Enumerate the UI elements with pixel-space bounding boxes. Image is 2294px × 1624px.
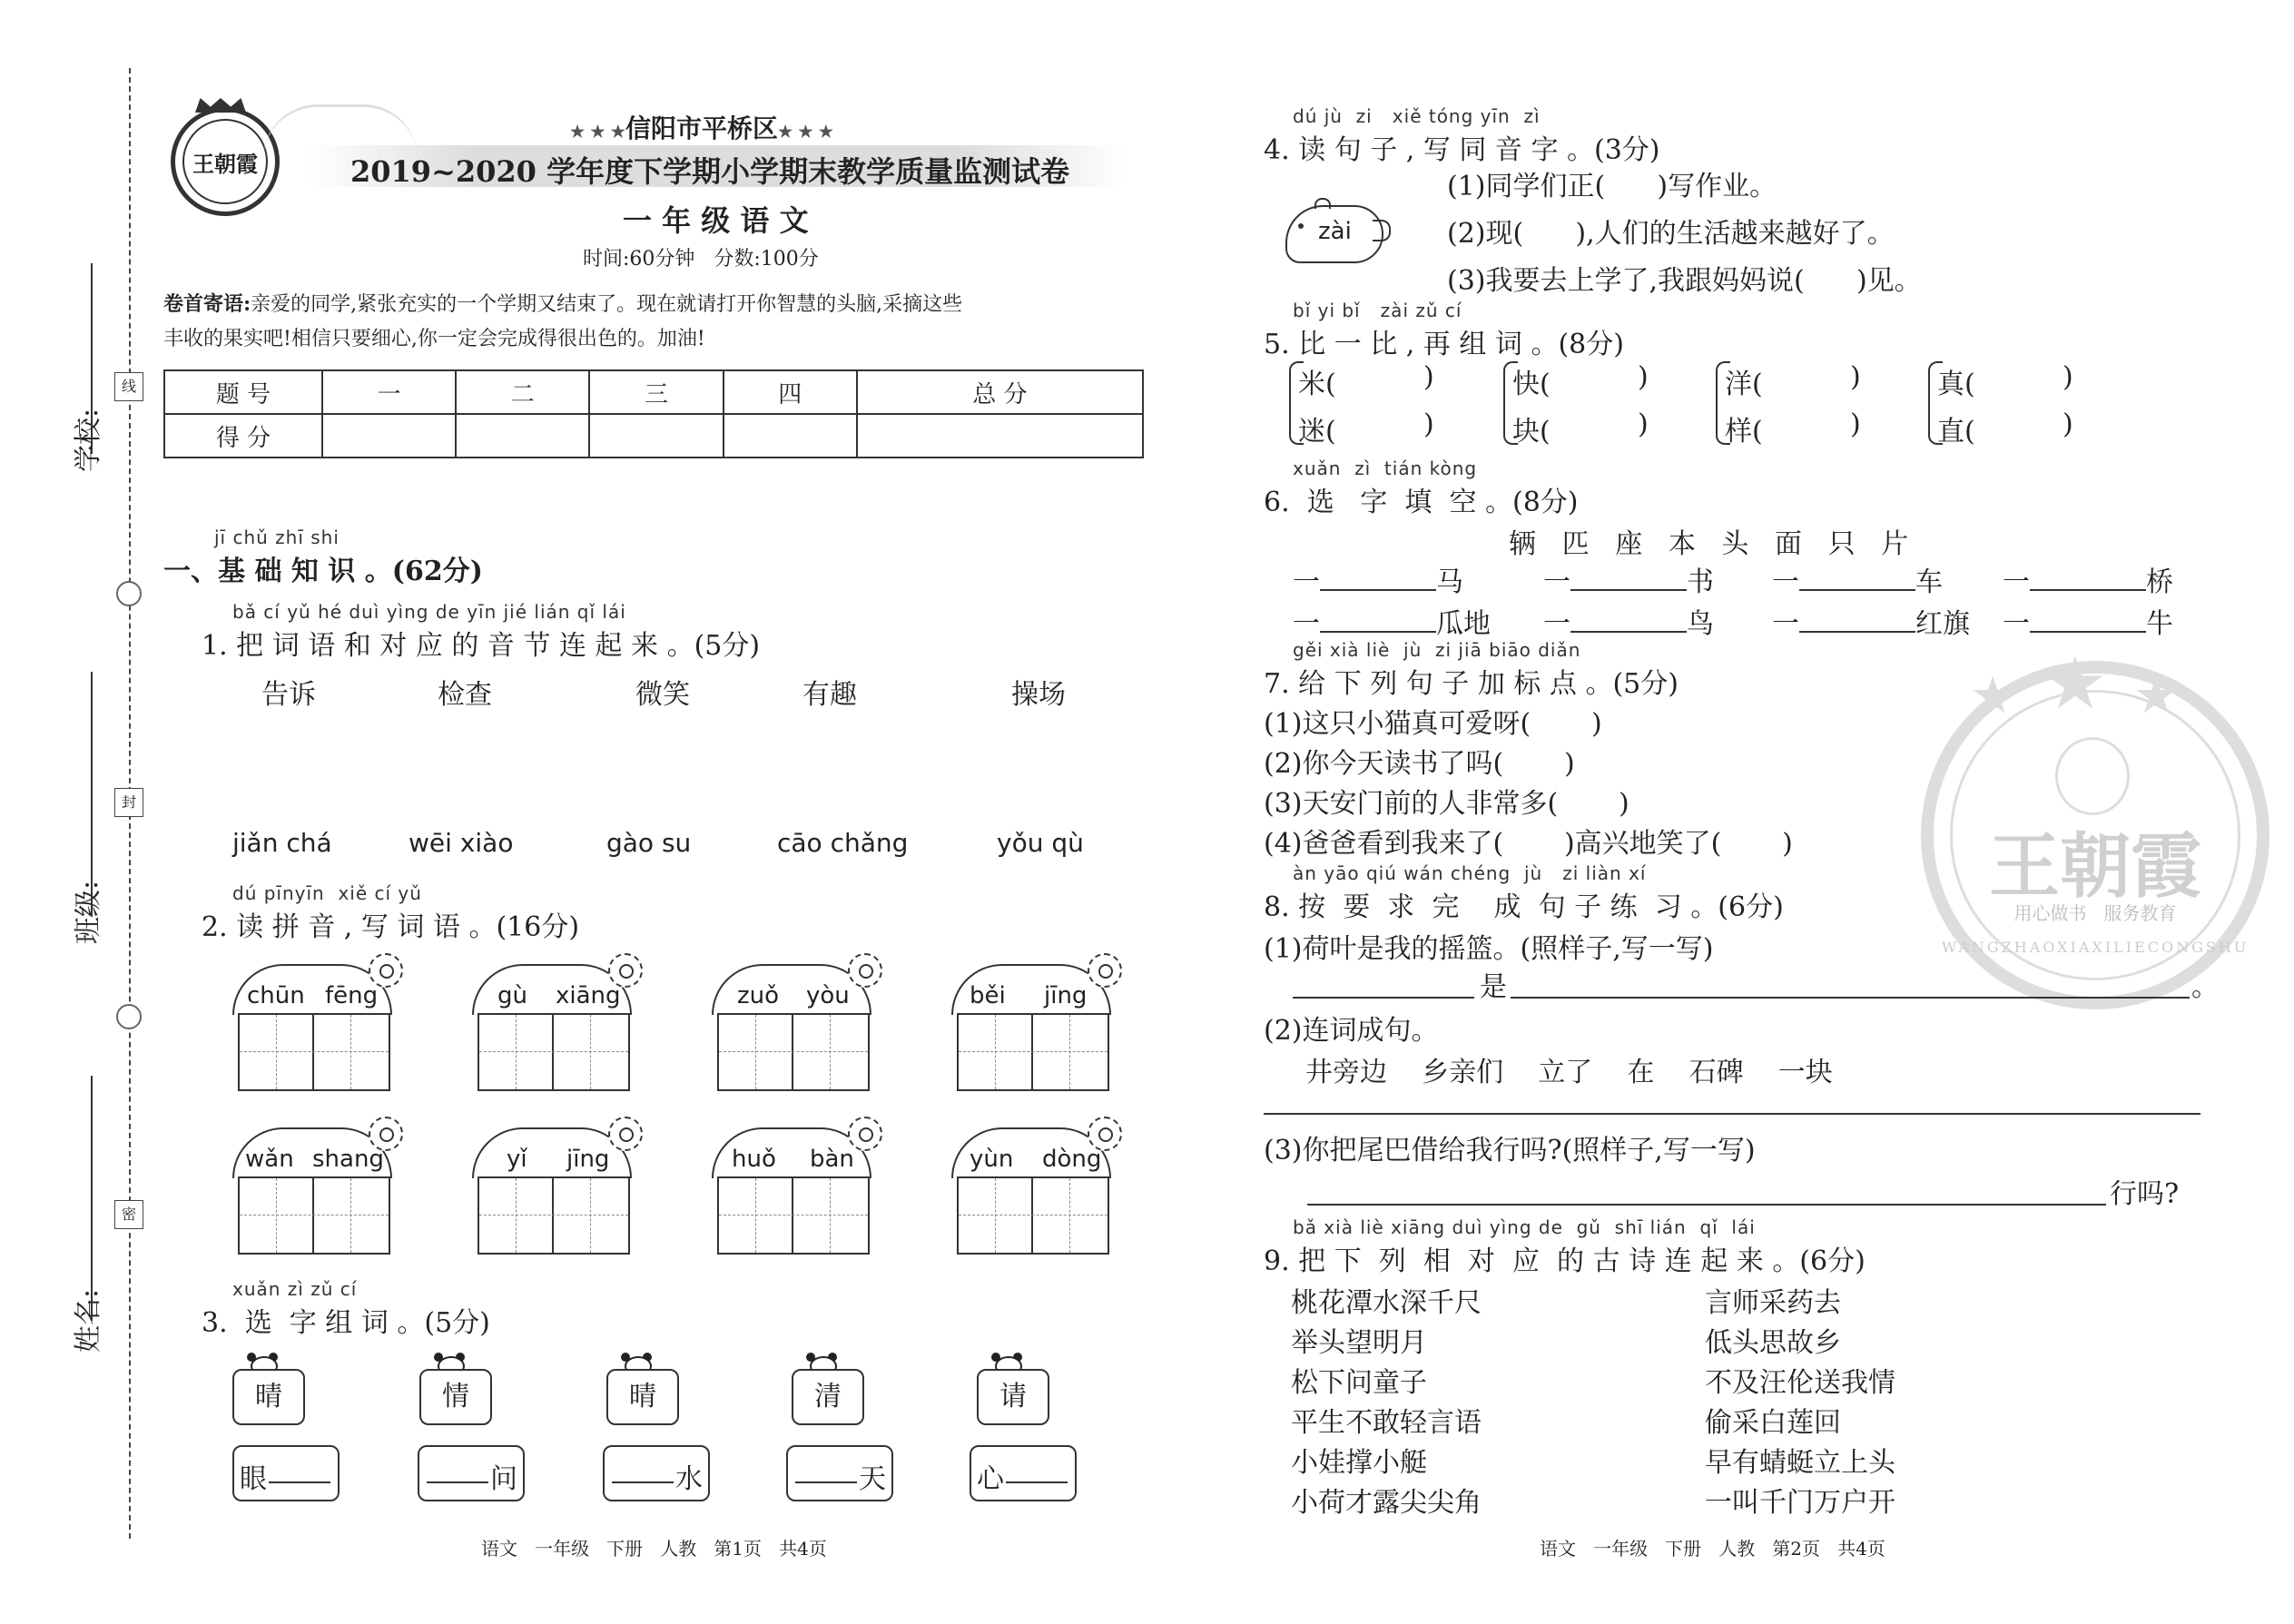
q9-left-line: 平生不敢轻言语 bbox=[1291, 1407, 1482, 1439]
q5-char: 迷( bbox=[1298, 416, 1336, 448]
q9-right-line: 低头思故乡 bbox=[1705, 1327, 1841, 1359]
q6-noun: 鸟 bbox=[1687, 608, 1714, 640]
q2-card[interactable] bbox=[472, 1127, 632, 1255]
q3-answer-box[interactable] bbox=[418, 1445, 525, 1501]
q3-char: 情 bbox=[442, 1381, 469, 1412]
q1-syllable: yǒu qù bbox=[997, 828, 1084, 858]
q8-answer1-mid: 是 bbox=[1480, 971, 1507, 1003]
writing-grid[interactable] bbox=[717, 1013, 870, 1091]
q7-pinyin: gěi xià liè jù zi jiā biāo diǎn bbox=[1293, 639, 1581, 661]
q6-item[interactable]: 一 红旗 bbox=[1772, 608, 1970, 640]
q2-card[interactable] bbox=[712, 964, 871, 1091]
writing-grid[interactable] bbox=[957, 1013, 1109, 1091]
q5-close: ) bbox=[1638, 408, 1649, 440]
writing-grid[interactable] bbox=[238, 1013, 390, 1091]
q2-syllable: xiāng bbox=[556, 982, 621, 1009]
margin-hole-1 bbox=[116, 581, 142, 606]
name-field[interactable] bbox=[91, 1076, 93, 1321]
score-header-cell: 总 分 bbox=[857, 370, 1143, 414]
q2-syllable: chūn bbox=[247, 982, 305, 1009]
q3-char-box bbox=[792, 1369, 864, 1425]
writing-grid[interactable] bbox=[478, 1176, 630, 1255]
q6-item[interactable]: 一 车 bbox=[1772, 566, 1943, 598]
q5-close: ) bbox=[1850, 361, 1861, 393]
watermark-star-icon: ★ bbox=[2043, 641, 2108, 725]
watermark-portrait bbox=[2055, 737, 2130, 815]
q2-card[interactable] bbox=[951, 964, 1111, 1091]
q3-char-box bbox=[232, 1369, 305, 1425]
q8-answer1-end: 。 bbox=[2191, 971, 2219, 1003]
q3-answer-box[interactable] bbox=[786, 1445, 893, 1501]
time-score: 时间:60分钟 分数:100分 bbox=[583, 248, 819, 271]
q3-char: 清 bbox=[814, 1381, 842, 1412]
q3-char: 晴 bbox=[255, 1381, 282, 1412]
q9-left-line: 小娃撑小艇 bbox=[1291, 1447, 1427, 1479]
q2-syllable: jīng bbox=[1044, 982, 1088, 1009]
logo bbox=[171, 107, 280, 216]
q1-syllable: cāo chǎng bbox=[777, 828, 909, 858]
q6-title: 6. 选 字 填 空 。(8分) bbox=[1264, 487, 1579, 518]
q1-word: 告诉 bbox=[261, 679, 316, 711]
q5-char: 洋( bbox=[1725, 369, 1763, 400]
q2-card[interactable] bbox=[232, 1127, 392, 1255]
q6-noun: 红旗 bbox=[1915, 608, 1970, 640]
writing-grid[interactable] bbox=[717, 1176, 870, 1255]
q3-answer-post: 问 bbox=[490, 1463, 517, 1495]
q2-title: 2. 读 拼 音 , 写 词 语 。(16分) bbox=[202, 911, 580, 943]
q6-item[interactable]: 一 牛 bbox=[2003, 608, 2173, 640]
watermark-name: 王朝霞 bbox=[1988, 825, 2201, 908]
q4-title: 4. 读 句 子 , 写 同 音 字 。(3分) bbox=[1264, 134, 1660, 166]
q2-card[interactable] bbox=[232, 964, 392, 1091]
exam-title: 2019~2020 学年度下学期小学期末教学质量监测试卷 bbox=[350, 154, 1070, 189]
q5-close: ) bbox=[2063, 408, 2073, 440]
q3-char: 晴 bbox=[629, 1381, 656, 1412]
q8-answer3-end: 行吗? bbox=[2110, 1178, 2180, 1210]
watermark-slogan: 用心做书 服务教育 bbox=[2013, 902, 2177, 924]
score-table-score-row bbox=[164, 414, 1143, 458]
q2-syllable: bàn bbox=[810, 1146, 854, 1173]
logo-crown-icon bbox=[195, 98, 246, 113]
footer-right: 语文 一年级 下册 人教 第2页 共4页 bbox=[1540, 1538, 1885, 1560]
q6-item[interactable]: 一 桥 bbox=[2003, 566, 2173, 598]
q5-close: ) bbox=[1423, 361, 1434, 393]
q7-line: (3)天安门前的人非常多( ) bbox=[1264, 788, 1629, 820]
score-header-cell: 一 bbox=[322, 370, 456, 414]
watermark-ring: WANGZHAOXIAXILIECONGSHU bbox=[1941, 939, 2250, 956]
subject-title: 一 年 级 语 文 bbox=[623, 203, 809, 238]
q2-syllable: yùn bbox=[970, 1146, 1014, 1173]
margin-mark-1: 线 bbox=[114, 372, 143, 401]
q6-item[interactable]: 一 鸟 bbox=[1543, 608, 1714, 640]
score-cell[interactable] bbox=[322, 414, 456, 458]
school-field[interactable] bbox=[91, 263, 93, 454]
q9-left-line: 举头望明月 bbox=[1291, 1327, 1427, 1359]
region-title: ★ ★ ★信阳市平桥区★ ★ ★ bbox=[570, 113, 833, 143]
margin-hole-2 bbox=[116, 1004, 142, 1029]
score-row-label: 得 分 bbox=[164, 414, 322, 458]
q3-answer-box[interactable] bbox=[970, 1445, 1077, 1501]
q8-part1: (1)荷叶是我的摇篮。(照样子,写一写) bbox=[1264, 933, 1714, 965]
q6-options: 辆 匹 座 本 头 面 只 片 bbox=[1509, 528, 1909, 560]
flower-icon bbox=[1088, 953, 1122, 988]
q5-char: 样( bbox=[1725, 416, 1763, 448]
q8-answer3[interactable] bbox=[1307, 1204, 2106, 1206]
q8-part2-words: 井旁边 乡亲们 立了 在 石碑 一块 bbox=[1305, 1057, 1833, 1088]
q5-char: 快( bbox=[1512, 369, 1551, 400]
whale-icon bbox=[1282, 198, 1391, 263]
q1-word: 操场 bbox=[1011, 679, 1066, 711]
q3-answer-post: 水 bbox=[675, 1463, 703, 1495]
score-cell[interactable] bbox=[589, 414, 723, 458]
q7-line: (1)这只小猫真可爱呀( ) bbox=[1264, 708, 1602, 740]
q5-title: 5. 比 一 比 , 再 组 词 。(8分) bbox=[1264, 329, 1624, 360]
q3-answer-box[interactable] bbox=[603, 1445, 710, 1501]
q9-left-line: 松下问童子 bbox=[1291, 1367, 1427, 1399]
q3-title: 3. 选 字 组 词 。(5分) bbox=[202, 1307, 490, 1339]
q5-char: 真( bbox=[1937, 369, 1975, 400]
q6-noun: 书 bbox=[1687, 566, 1714, 598]
q3-answer-pre: 心 bbox=[977, 1463, 1004, 1495]
flower-icon bbox=[848, 953, 882, 988]
foreword-label: 卷首寄语: bbox=[163, 292, 251, 316]
flower-icon bbox=[608, 1117, 643, 1151]
q1-title: 1. 把 词 语 和 对 应 的 音 节 连 起 来 。(5分) bbox=[202, 630, 761, 662]
q5-close: ) bbox=[1638, 361, 1649, 393]
q6-noun: 牛 bbox=[2146, 608, 2173, 640]
q2-pinyin: dú pīnyīn xiě cí yǔ bbox=[232, 882, 422, 904]
watermark-stamp bbox=[1921, 641, 2269, 1009]
q6-item[interactable]: 一 马 bbox=[1293, 566, 1463, 598]
q6-noun: 瓜地 bbox=[1436, 608, 1491, 640]
q6-item[interactable]: 一 书 bbox=[1543, 566, 1714, 598]
writing-grid[interactable] bbox=[238, 1176, 390, 1255]
q8-pinyin: àn yāo qiú wán chéng jù zi liàn xí bbox=[1293, 862, 1647, 884]
q7-title: 7. 给 下 列 句 子 加 标 点 。(5分) bbox=[1264, 668, 1679, 700]
q9-title: 9. 把 下 列 相 对 应 的 古 诗 连 起 来 。(6分) bbox=[1264, 1245, 1866, 1277]
class-field[interactable] bbox=[91, 672, 93, 917]
q6-noun: 桥 bbox=[2146, 566, 2173, 598]
watermark-star-icon: ★ bbox=[2133, 666, 2180, 725]
q7-line: (2)你今天读书了吗( ) bbox=[1264, 748, 1575, 780]
q5-close: ) bbox=[1850, 408, 1861, 440]
foreword-text-2: 丰收的果实吧!相信只要细心,你一定会完成得很出色的。加油! bbox=[163, 328, 705, 350]
q1-word: 检查 bbox=[438, 679, 492, 711]
q5-char: 块( bbox=[1512, 416, 1551, 448]
score-cell[interactable] bbox=[857, 414, 1143, 458]
q3-char-box bbox=[419, 1369, 492, 1425]
q2-syllable: yòu bbox=[806, 982, 850, 1009]
q8-part2: (2)连词成句。 bbox=[1264, 1015, 1439, 1047]
foreword-text: 亲爱的同学,紧张充实的一个学期又结束了。现在就请打开你智慧的头脑,采摘这些 bbox=[251, 293, 963, 316]
q4-sentence: (2)现( ),人们的生活越来越好了。 bbox=[1447, 218, 1895, 250]
writing-grid[interactable] bbox=[478, 1013, 630, 1091]
class-label: 班级: bbox=[73, 880, 104, 944]
q2-syllable: jīng bbox=[566, 1146, 610, 1173]
q1-syllable: jiǎn chá bbox=[232, 828, 332, 858]
q4-sentence: (3)我要去上学了,我跟妈妈说( )见。 bbox=[1447, 265, 1922, 297]
q9-left-line: 小荷才露尖尖角 bbox=[1291, 1487, 1482, 1519]
margin-mark-2: 封 bbox=[114, 788, 143, 817]
name-label: 姓名: bbox=[73, 1288, 104, 1353]
q6-noun: 车 bbox=[1915, 566, 1943, 598]
q5-close: ) bbox=[1423, 408, 1434, 440]
q2-syllable: zuǒ bbox=[737, 982, 780, 1009]
q6-item[interactable]: 一 瓜地 bbox=[1293, 608, 1491, 640]
q2-syllable: gù bbox=[497, 982, 527, 1009]
q4-pinyin: dú jù zi xiě tóng yīn zì bbox=[1293, 105, 1541, 127]
q3-answer-post: 天 bbox=[859, 1463, 886, 1495]
score-table bbox=[163, 369, 1144, 458]
q3-char-box bbox=[977, 1369, 1049, 1425]
q9-right-line: 一叫千门万户开 bbox=[1705, 1487, 1895, 1519]
q3-char-box bbox=[606, 1369, 679, 1425]
q2-syllable: fēng bbox=[325, 982, 379, 1009]
q3-char: 请 bbox=[999, 1381, 1027, 1412]
q1-word: 有趣 bbox=[802, 679, 857, 711]
school-label: 学校: bbox=[73, 408, 104, 472]
q1-word: 微笑 bbox=[635, 679, 690, 711]
watermark-star-icon: ★ bbox=[1970, 666, 2016, 725]
q6-pinyin: xuǎn zì tián kòng bbox=[1293, 458, 1478, 479]
q9-right-line: 言师采药去 bbox=[1705, 1287, 1841, 1319]
q3-answer-pre: 眼 bbox=[240, 1463, 267, 1495]
q8-part3: (3)你把尾巴借给我行吗?(照样子,写一写) bbox=[1264, 1135, 1756, 1166]
score-header-cell: 四 bbox=[724, 370, 857, 414]
writing-grid[interactable] bbox=[957, 1176, 1109, 1255]
whale-label: zài bbox=[1318, 218, 1352, 245]
q9-right-line: 不及汪伦送我情 bbox=[1705, 1367, 1895, 1399]
q2-card[interactable] bbox=[712, 1127, 871, 1255]
q2-syllable: dòng bbox=[1042, 1146, 1102, 1173]
q9-left-line: 桃花潭水深千尺 bbox=[1291, 1287, 1482, 1319]
q7-line: (4)爸爸看到我来了( )高兴地笑了( ) bbox=[1264, 828, 1793, 860]
score-header-cell: 二 bbox=[456, 370, 589, 414]
q9-right-line: 偷采白莲回 bbox=[1705, 1407, 1841, 1439]
margin-mark-3: 密 bbox=[114, 1200, 143, 1229]
q2-card[interactable] bbox=[951, 1127, 1111, 1255]
q5-char: 米( bbox=[1298, 369, 1336, 400]
q2-syllable: běi bbox=[970, 982, 1006, 1009]
q2-syllable: huǒ bbox=[732, 1146, 776, 1173]
score-table-header-row bbox=[164, 370, 1143, 414]
q4-sentence: (1)同学们正( )写作业。 bbox=[1447, 171, 1777, 202]
q5-pinyin: bǐ yi bǐ zài zǔ cí bbox=[1293, 300, 1462, 321]
q1-syllable: gào su bbox=[606, 828, 692, 858]
q3-answer-box[interactable] bbox=[232, 1445, 340, 1501]
q2-syllable: yǐ bbox=[507, 1146, 527, 1173]
logo-text: 王朝霞 bbox=[192, 151, 258, 177]
q2-syllable: shang bbox=[312, 1146, 384, 1173]
foreword bbox=[163, 289, 962, 317]
section1-title: 一、基 础 知 识 。(62分) bbox=[163, 556, 483, 587]
q1-pinyin: bǎ cí yǔ hé duì yìng de yīn jié lián qǐ lái bbox=[232, 601, 626, 623]
score-cell[interactable] bbox=[724, 414, 857, 458]
q2-card[interactable] bbox=[472, 964, 632, 1091]
q2-syllable: wǎn bbox=[245, 1146, 294, 1173]
q5-char: 直( bbox=[1937, 416, 1975, 448]
q8-title: 8. 按 要 求 完 成 句 子 练 习 。(6分) bbox=[1264, 891, 1784, 923]
q1-syllable: wēi xiào bbox=[409, 828, 514, 858]
score-header-cell: 三 bbox=[589, 370, 723, 414]
section1-pinyin: jī chǔ zhī shi bbox=[214, 527, 340, 548]
q5-close: ) bbox=[2063, 361, 2073, 393]
q8-answer2[interactable] bbox=[1264, 1113, 2200, 1115]
q9-pinyin: bǎ xià liè xiāng duì yìng de gǔ shī lián qǐ lái bbox=[1293, 1216, 1756, 1238]
q6-noun: 马 bbox=[1436, 566, 1463, 598]
footer-left: 语文 一年级 下册 人教 第1页 共4页 bbox=[481, 1538, 827, 1560]
q3-pinyin: xuǎn zì zǔ cí bbox=[232, 1278, 358, 1300]
score-cell[interactable] bbox=[456, 414, 589, 458]
score-header-cell: 题 号 bbox=[164, 370, 322, 414]
q9-right-line: 早有蜻蜓立上头 bbox=[1705, 1447, 1895, 1479]
